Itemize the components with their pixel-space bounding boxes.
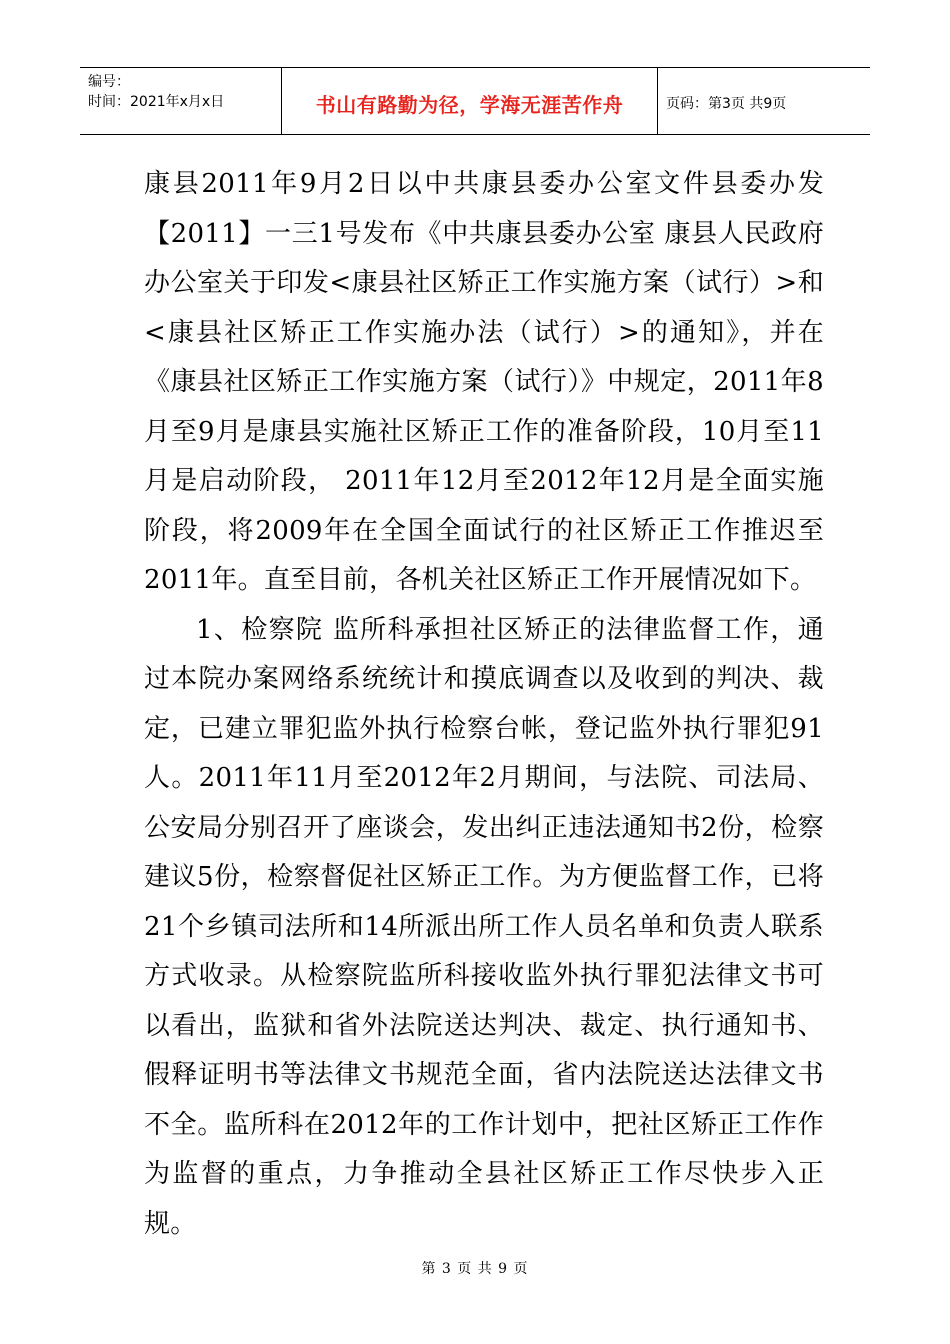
header-meta-cell <box>80 68 282 134</box>
document-number-label: 编号： <box>88 74 130 90</box>
document-body <box>144 160 824 1249</box>
document-header <box>80 67 870 135</box>
header-motto: 书山有路勤为径，学海无涯苦作舟 <box>282 68 658 134</box>
document-time-label: 时间：2021年x月x日 <box>88 94 225 110</box>
header-page-code: 页码：第3页 共9页 <box>666 96 787 112</box>
page-footer: 第 3 页 共 9 页 <box>421 1261 529 1277</box>
body-paragraph-2: 1、检察院 监所科承担社区矫正的法律监督工作，通过本院办案网络系统统计和摸底调查以及收到的判决、裁定，已建立罪犯监外执行检察台帐，登记监外执行罪犯91人。2011年11月至2012年2月期间，与法院、司法局、公安局分别召开了座谈会，发出纠正违法通知书2份，检察建议5份，检察督促社区矫正工作。为方便监督工作，已将21个乡镇司法所和14所派出所工作人员名单和负责人联系方式收录。从检察院监所科接收监外执行罪犯法律文书可以看出，监狱和省外法院送达判决、裁定、执行通知书、假释证明书等法律文书规范全面，省内法院送达法律文书不全。监所科在2012年的工作计划中，把社区矫正工作作为监督的重点，力争推动全县社区矫正工作尽快步入正规。 <box>144 614 824 1239</box>
body-paragraph-1: 康县2011年9月2日以中共康县委办公室文件县委办发【2011】一三1号发布《中共康县委办公室 康县人民政府办公室关于印发<康县社区矫正工作实施方案（试行）>和<康县社区矫正工作实施办法（试行）>的通知》，并在《康县社区矫正工作实施方案（试行）》中规定，2011年8月至9月是康县实施社区矫正工作的准备阶段，10月至11月是启动阶段， 2011年12月至2012年12月是全面实施阶段，将2009年在全国全面试行的社区矫正工作推迟至2011年。直至目前，各机关社区矫正工作开展情况如下。 <box>144 169 824 595</box>
